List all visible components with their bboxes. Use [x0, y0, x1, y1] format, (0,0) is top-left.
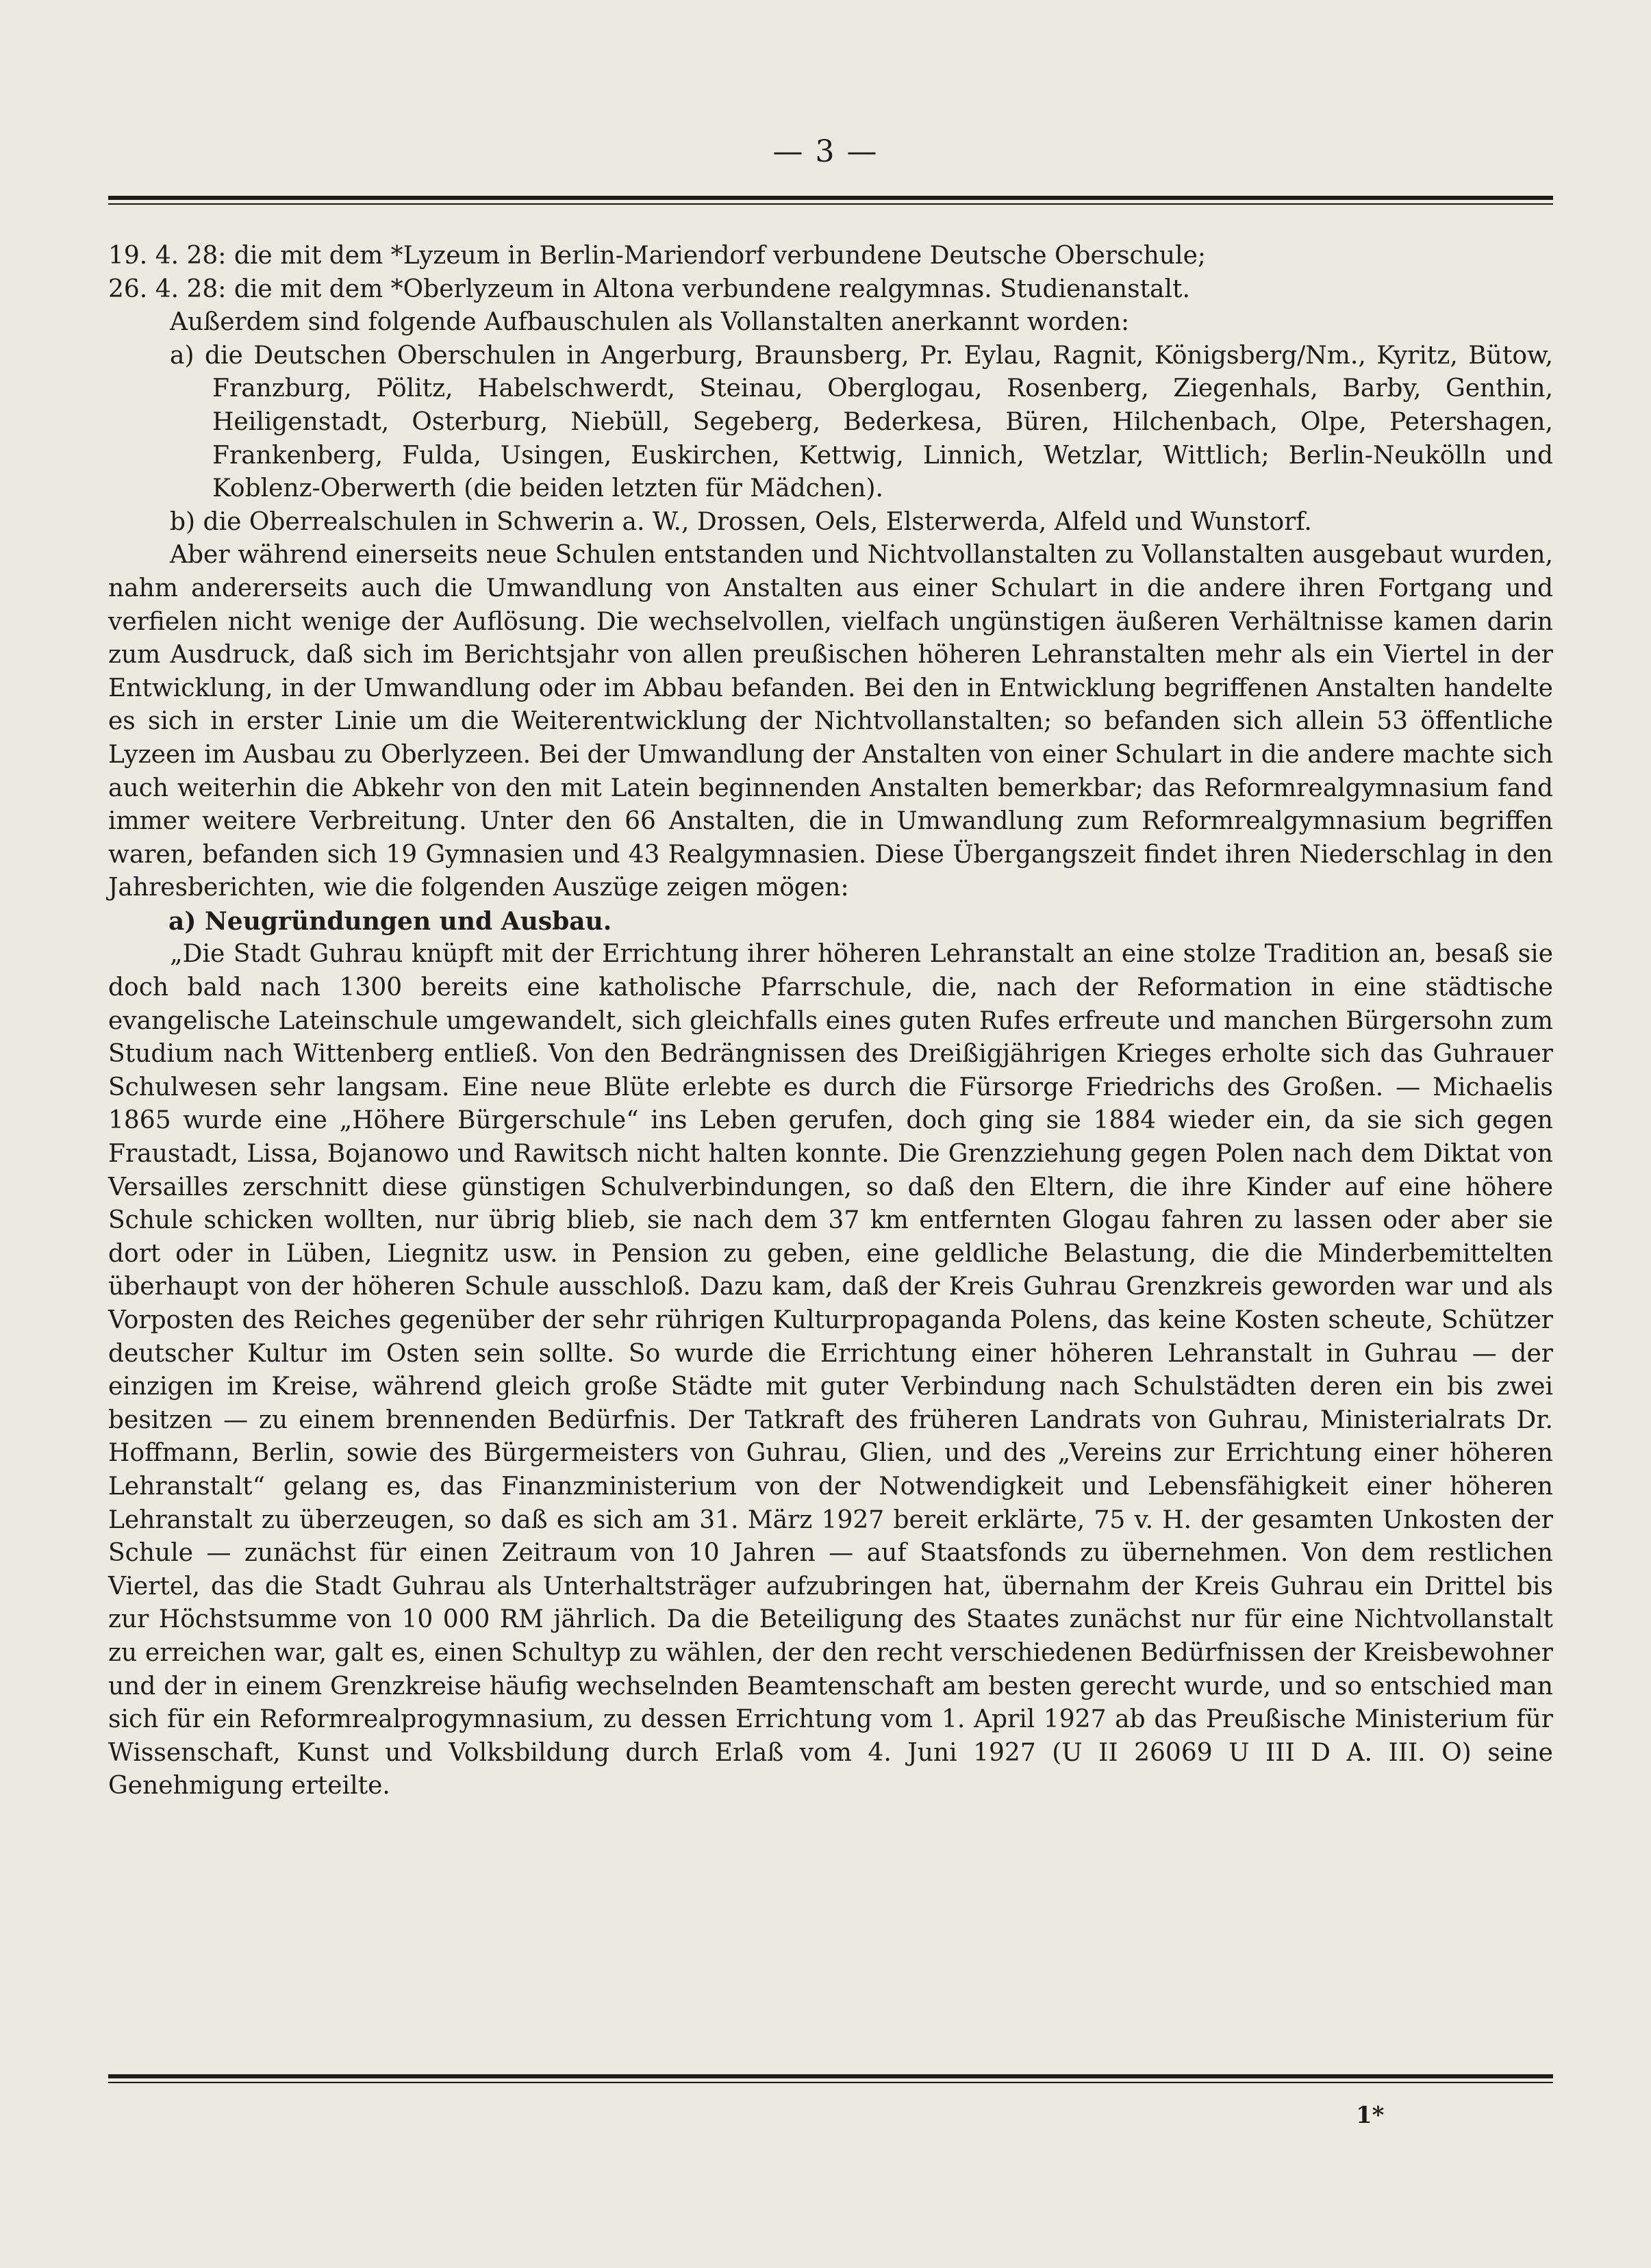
entry-line: 19. 4. 28: die mit dem *Lyzeum in Berlin-Mariendorf verbundene Deutsche Oberschule;	[108, 242, 1207, 270]
footer-rule	[108, 2074, 1553, 2083]
signature-mark: 1*	[1356, 2102, 1385, 2129]
list-item-a: a) die Deutschen Oberschulen in Angerburg, Braunsberg, Pr. Eylau, Ragnit, Königsberg/Nm., Kyritz, Bütow, Franzburg, Pölitz, Habelschwerdt, Steinau, Oberglogau, Rosenberg, Ziegenhals, Barby, Genthin, Heiligenstadt, Osterburg, Niebüll, Segeberg, Bederkesa, Büren, Hilchenbach, Olpe, Petershagen, Frankenberg, Fulda, Usingen, Euskirchen, Kettwig, Linnich, Wetzlar, Wittlich; Berlin-Neukölln und Koblenz-Oberwerth (die beiden letzten für Mädchen).	[170, 341, 1553, 503]
body-text	[108, 240, 1553, 1803]
intro-line: Außerdem sind folgende Aufbauschulen als Vollanstalten anerkannt worden:	[170, 308, 1130, 337]
paragraph: „Die Stadt Guhrau knüpft mit der Errichtung ihrer höheren Lehranstalt an eine stolze Tradition an, besaß sie doch bald nach 1300 bereits eine katholische Pfarrschule, die, nach der Reformation in eine städtische evangelische Lateinschule umgewandelt, sich gleichfalls eines guten Rufes erfreute und manchen Bürgersohn zum Studium nach Wittenberg entließ. Von den Bedrängnissen des Dreißigjährigen Krieges erholte sich das Guhrauer Schulwesen sehr langsam. Eine neue Blüte erlebte es durch die Fürsorge Friedrichs des Großen. — Michaelis 1865 wurde eine „Höhere Bürgerschule“ ins Leben gerufen, doch ging sie 1884 wieder ein, da sie sich gegen Fraustadt, Lissa, Bojanowo und Rawitsch nicht halten konnte. Die Grenzziehung gegen Polen nach dem Diktat von Versailles zerschnitt diese günstigen Schulverbindungen, so daß den Eltern, die ihre Kinder auf eine höhere Schule schicken wollten, nur übrig blieb, sie nach dem 37 km entfernten Glogau fahren zu lassen oder aber sie dort oder in Lüben, Liegnitz usw. in Pension zu geben, eine geldliche Belastung, die die Minderbemittelten überhaupt von der höheren Schule ausschloß. Dazu kam, daß der Kreis Guhrau Grenzkreis geworden war und als Vorposten des Reiches gegenüber der sehr rührigen Kulturpropaganda Polens, das keine Kosten scheute, Schützer deutscher Kultur im Osten sein sollte. So wurde die Errichtung einer höheren Lehranstalt in Guhrau — der einzigen im Kreise, während gleich große Städte mit guter Verbindung nach Schulstädten deren ein bis zwei besitzen — zu einem brennenden Bedürfnis. Der Tatkraft des früheren Landrats von Guhrau, Ministerialrats Dr. Hoffmann, Berlin, sowie des Bürgermeisters von Guhrau, Glien, und des „Vereins zur Errichtung einer höheren Lehranstalt“ gelang es, das Finanzministerium von der Notwendigkeit und Lebensfähigkeit einer höheren Lehranstalt zu überzeugen, so daß es sich am 31. März 1927 bereit erklärte, 75 v. H. der gesamten Unkosten der Schule — zunächst für einen Zeitraum von 10 Jahren — auf Staatsfonds zu übernehmen. Von dem restlichen Viertel, das die Stadt Guhrau als Unterhaltsträger aufzubringen hat, übernahm der Kreis Guhrau ein Drittel bis zur Höchstsumme von 10 000 RM jährlich. Da die Beteiligung des Staates zunächst nur für eine Nichtvollanstalt zu erreichen war, galt es, einen Schultyp zu wählen, der den recht verschiedenen Bedürfnissen der Kreisbewohner und der in einem Grenzkreise häufig wechselnden Beamtenschaft am besten gerecht wurde, und so entschied man sich für ein Reformrealprogymnasium, zu dessen Errichtung vom 1. April 1927 ab das Preußische Ministerium für Wissenschaft, Kunst und Volksbildung durch Erlaß vom 4. Juni 1927 (U II 26069 U III D A. III. O) seine Genehmigung erteilte.	[108, 940, 1553, 1800]
entry-line: 26. 4. 28: die mit dem *Oberlyzeum in Altona verbundene realgymnas. Studienanstalt.	[108, 275, 1190, 303]
header-rule	[108, 196, 1553, 205]
section-heading: a) Neugründungen und Ausbau.	[168, 906, 612, 936]
list-item-b: b) die Oberrealschulen in Schwerin a. W., Drossen, Oels, Elsterwerda, Alfeld und Wunstorf.	[170, 507, 1312, 536]
page-number: — 3 —	[772, 134, 879, 169]
paragraph: Aber während einerseits neue Schulen entstanden und Nichtvollanstalten zu Vollanstalten ausgebaut wurden, nahm andererseits auch die Umwandlung von Anstalten aus einer Schulart in die andere ihren Fortgang und verfielen nicht wenige der Auflösung. Die wechselvollen, vielfach ungünstigen äußeren Verhältnisse kamen darin zum Ausdruck, daß sich im Berichtsjahr von allen preußischen höheren Lehranstalten mehr als ein Viertel in der Entwicklung, in der Umwandlung oder im Abbau befanden. Bei den in Entwicklung begriffenen Anstalten handelte es sich in erster Linie um die Weiterentwicklung der Nichtvollanstalten; so befanden sich allein 53 öffentliche Lyzeen im Ausbau zu Oberlyzeen. Bei der Umwandlung der Anstalten von einer Schulart in die andere machte sich auch weiterhin die Abkehr von den mit Latein beginnenden Anstalten bemerkbar; das Reformrealgymnasium fand immer weitere Verbreitung. Unter den 66 Anstalten, die in Umwandlung zum Reformrealgymnasium begriffen waren, befanden sich 19 Gymnasien und 43 Realgymnasien. Diese Übergangszeit findet ihren Niederschlag in den Jahresberichten, wie die folgenden Auszüge zeigen mögen:	[108, 541, 1553, 902]
